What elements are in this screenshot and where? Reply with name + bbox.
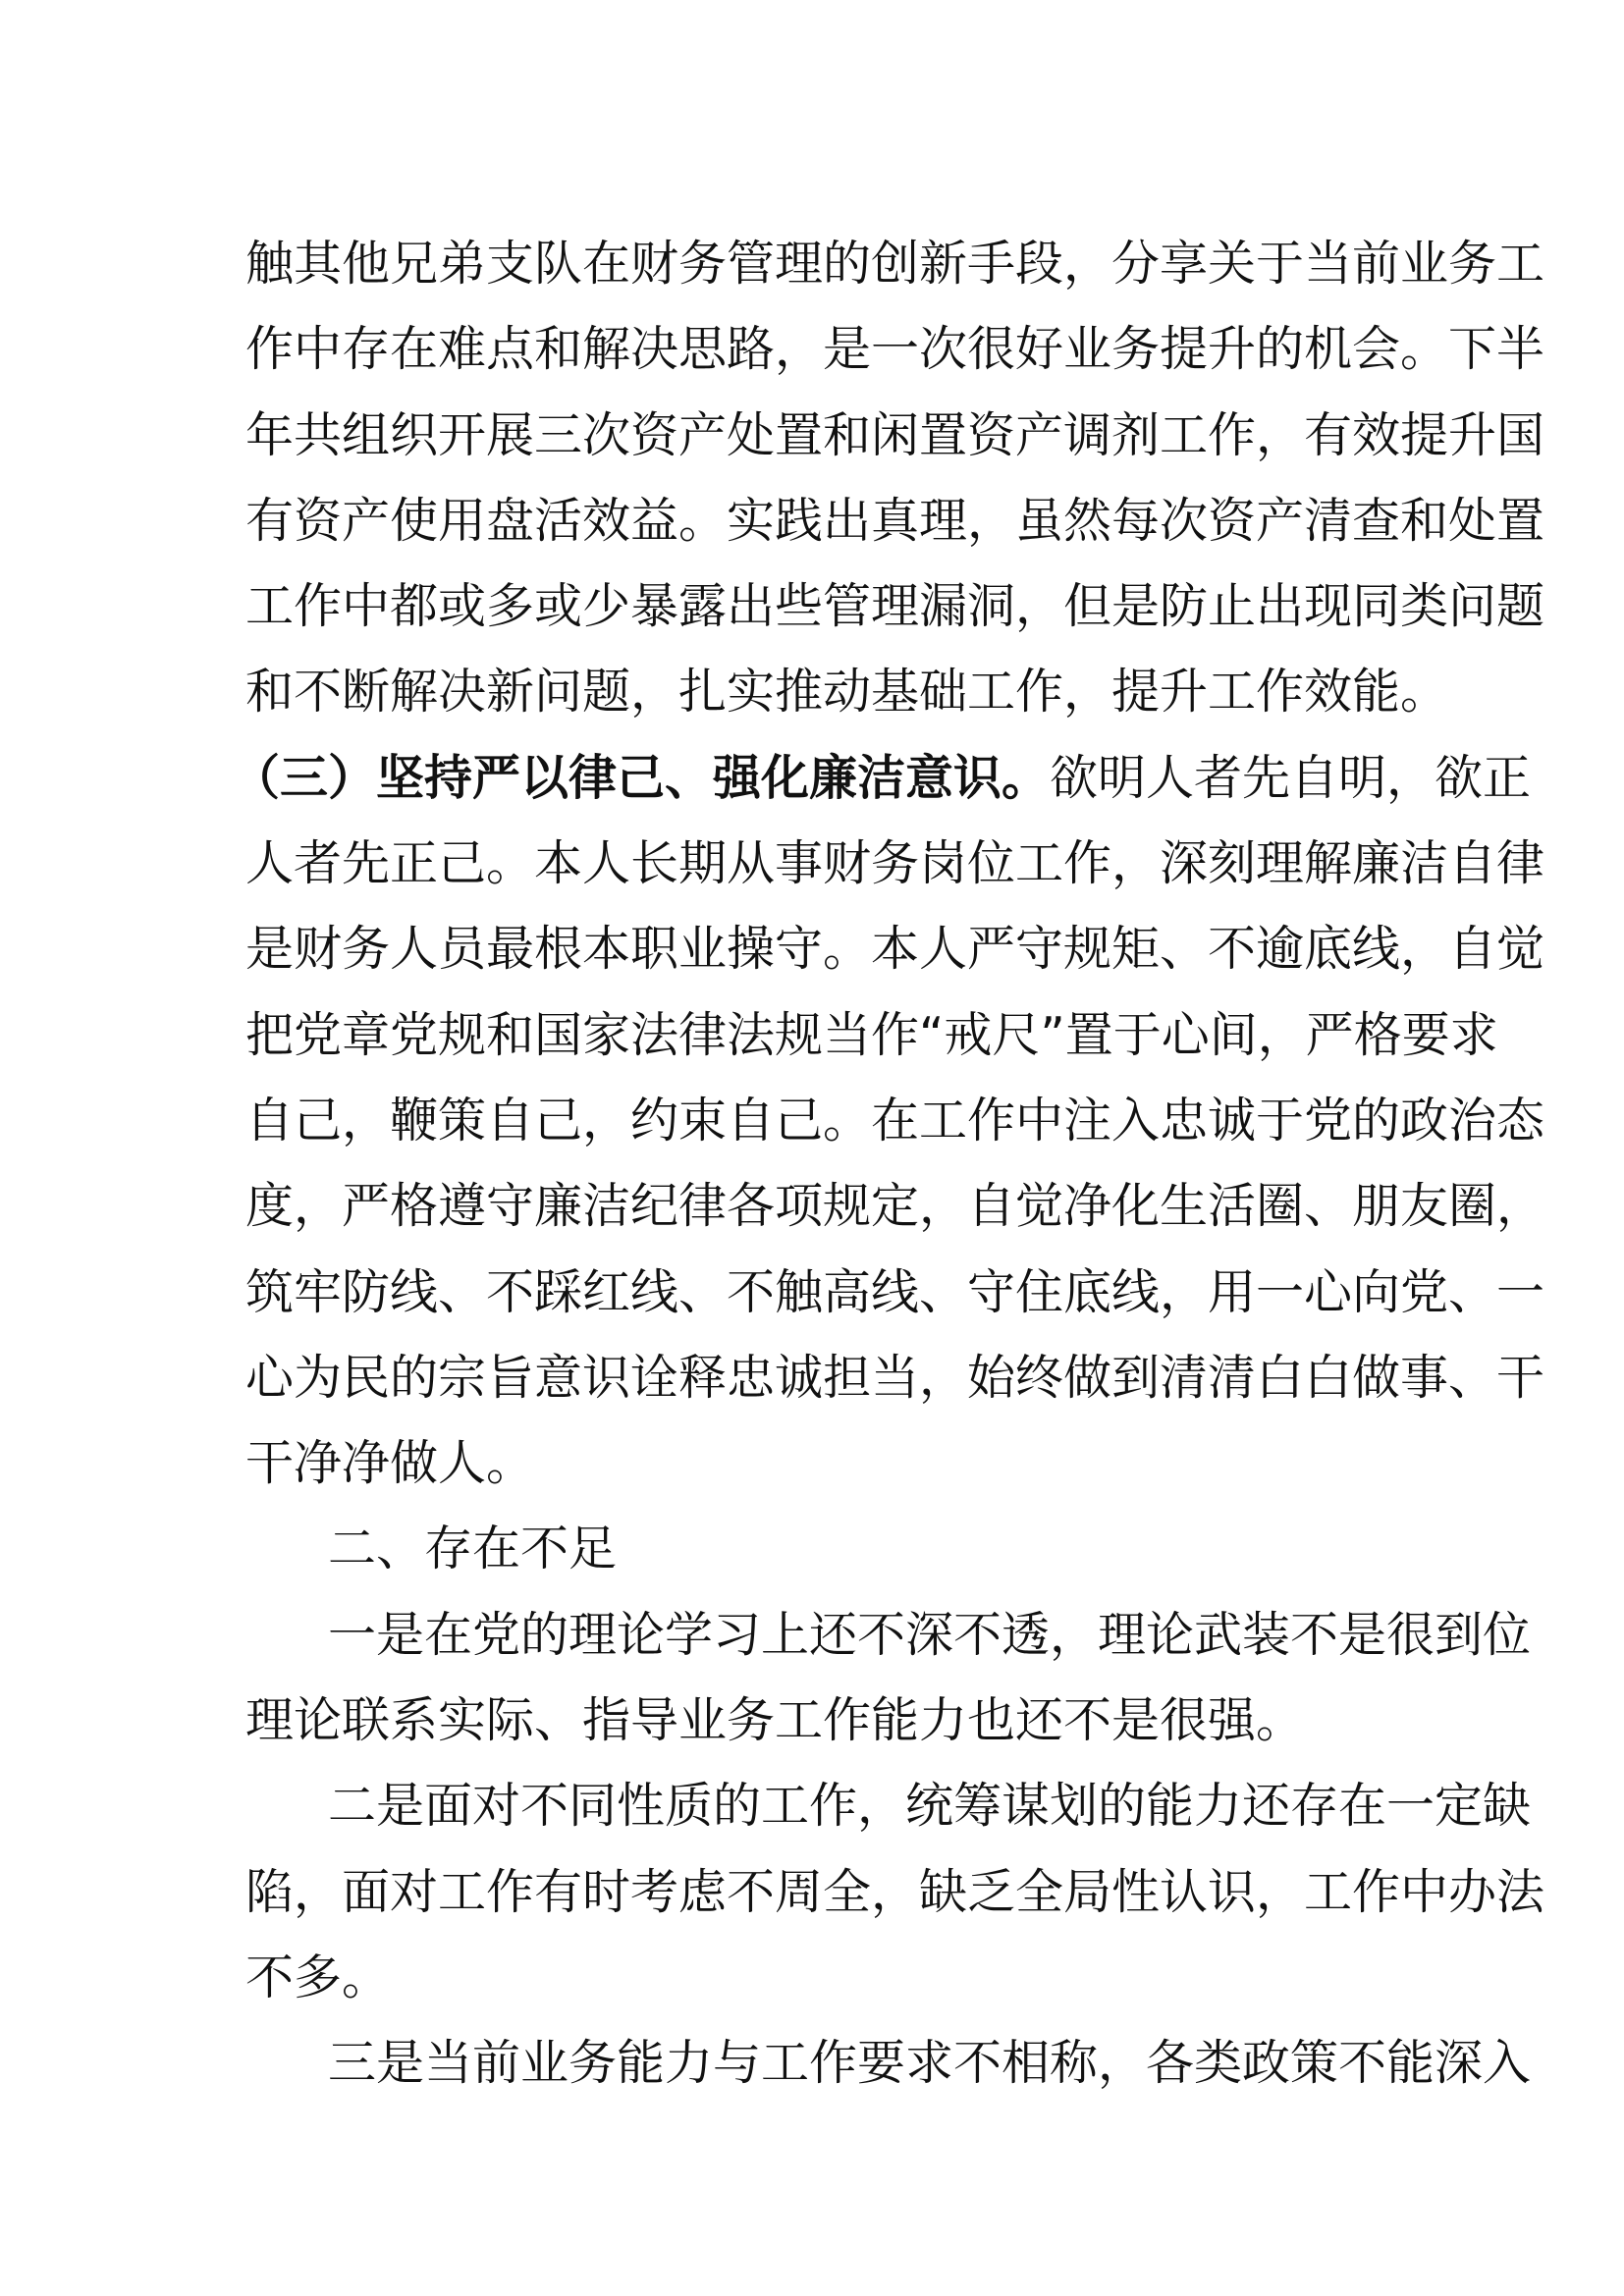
paragraph-line: 有资产使用盘活效益。实践出真理，虽然每次资产清查和处置	[245, 492, 1545, 549]
paragraph-line: 触其他兄弟支队在财务管理的创新手段，分享关于当前业务工	[245, 236, 1545, 292]
document-body	[232, 221, 1545, 2107]
paragraph-line: 理论联系实际、指导业务工作能力也还不是很强。	[245, 1692, 1305, 1749]
paragraph-line: 自己，鞭策自己，约束自己。在工作中注入忠诚于党的政治态	[245, 1092, 1545, 1148]
section-heading-line	[232, 735, 1532, 821]
paragraph-line: 是财务人员最根本职业操守。本人严守规矩、不逾底线，自觉	[245, 921, 1545, 978]
paragraph-line: 不多。	[245, 1949, 391, 2005]
paragraph-line: 把党章党规和国家法律法规当作“戒尺”置于心间，严格要求	[245, 1006, 1498, 1063]
paragraph-line: 工作中都或多或少暴露出些管理漏洞，但是防止出现同类问题	[245, 578, 1545, 635]
paragraph-line: 和不断解决新问题，扎实推动基础工作，提升工作效能。	[245, 664, 1449, 721]
paragraph-line: 三是当前业务能力与工作要求不相称，各类政策不能深入	[328, 2035, 1532, 2092]
paragraph-line: 陷，面对工作有时考虑不周全，缺乏全局性认识，工作中办法	[245, 1863, 1545, 1920]
section-heading-continuation: 欲明人者先自明，欲正	[1050, 749, 1532, 806]
paragraph-line: 心为民的宗旨意识诠释忠诚担当，始终做到清清白白做事、干	[245, 1349, 1545, 1406]
paragraph-line: 年共组织开展三次资产处置和闲置资产调剂工作，有效提升国	[245, 406, 1545, 463]
section-title: 二、存在不足	[328, 1521, 618, 1577]
paragraph-line: 作中存在难点和解决思路，是一次很好业务提升的机会。下半	[245, 321, 1545, 378]
paragraph-line: 度，严格遵守廉洁纪律各项规定，自觉净化生活圈、朋友圈，	[245, 1178, 1545, 1235]
section-heading: （三）坚持严以律己、强化廉洁意识。	[232, 749, 1051, 806]
paragraph-line: 人者先正己。本人长期从事财务岗位工作，深刻理解廉洁自律	[245, 835, 1545, 892]
paragraph-line: 一是在党的理论学习上还不深不透，理论武装不是很到位	[328, 1606, 1532, 1663]
paragraph-line: 二是面对不同性质的工作，统筹谋划的能力还存在一定缺	[328, 1778, 1532, 1835]
paragraph-line: 干净净做人。	[245, 1435, 535, 1492]
paragraph-line: 筑牢防线、不踩红线、不触高线、守住底线，用一心向党、一	[245, 1263, 1545, 1320]
